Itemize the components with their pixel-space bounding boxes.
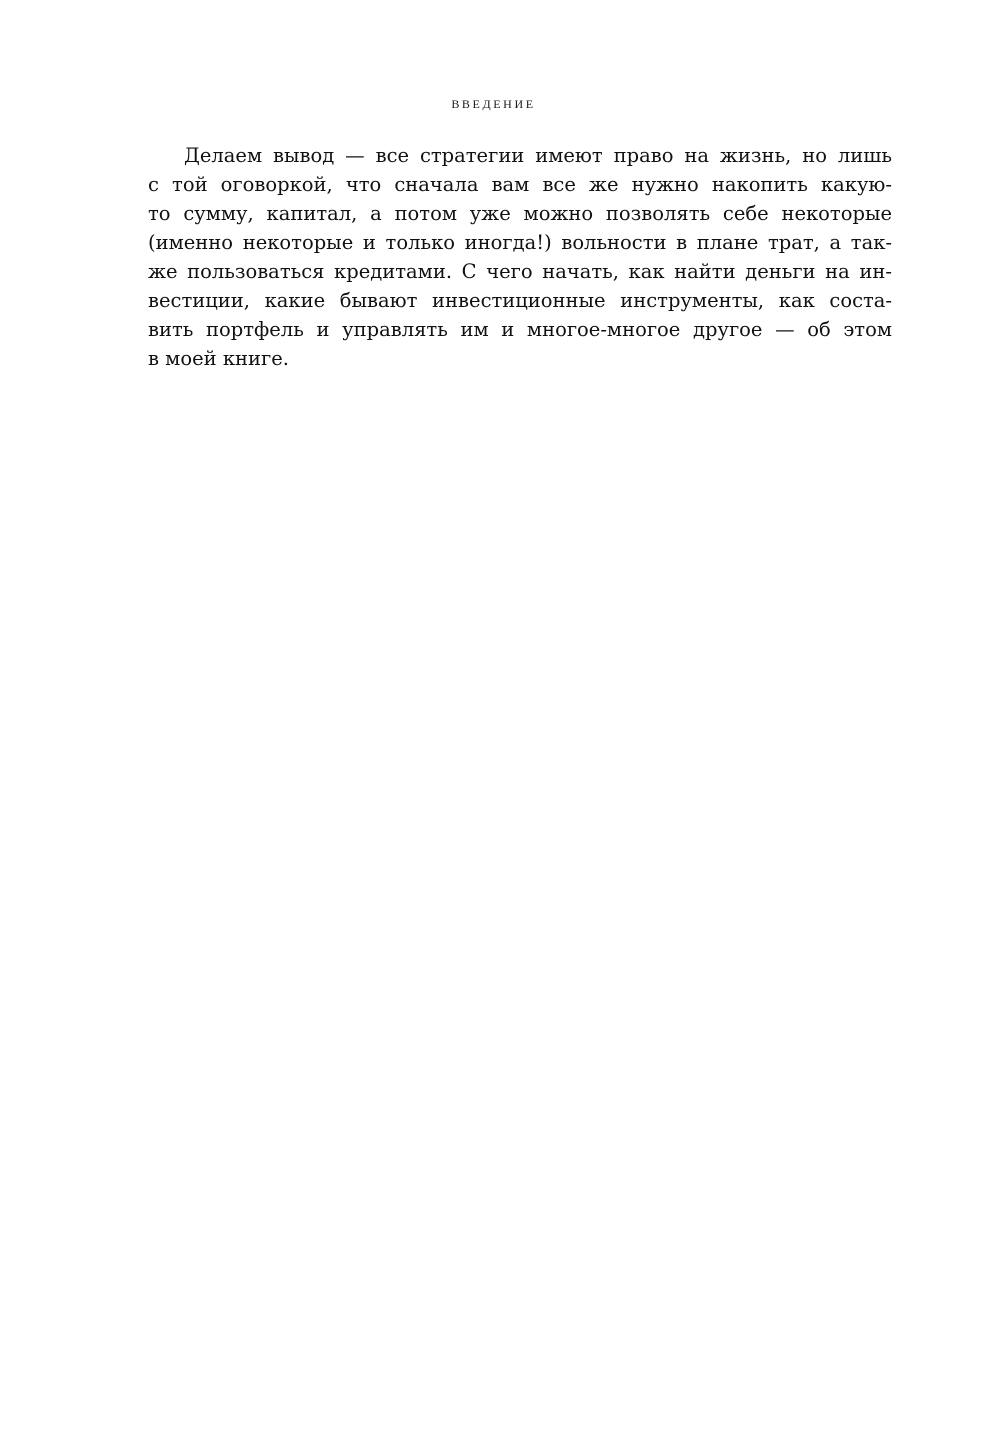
body-paragraph	[148, 141, 892, 373]
paragraph-line: же пользоваться кредитами. С чего начать, как найти деньги на ин-	[148, 260, 892, 283]
paragraph-line: вестиции, какие бывают инвестиционные инструменты, как соста-	[148, 289, 892, 312]
paragraph-line: с той оговоркой, что сначала вам все же нужно накопить какую-	[148, 173, 892, 196]
paragraph-line: в моей книге.	[148, 347, 289, 370]
running-head: ВВЕДЕНИЕ	[451, 97, 536, 111]
paragraph-line: вить портфель и управлять им и многое-многое другое — об этом	[148, 318, 892, 341]
paragraph-line: то сумму, капитал, а потом уже можно позволять себе некоторые	[148, 202, 892, 225]
paragraph-line: Делаем вывод — все стратегии имеют право на жизнь, но лишь	[184, 144, 892, 167]
paragraph-line: (именно некоторые и только иногда!) вольности в плане трат, а так-	[148, 231, 892, 254]
